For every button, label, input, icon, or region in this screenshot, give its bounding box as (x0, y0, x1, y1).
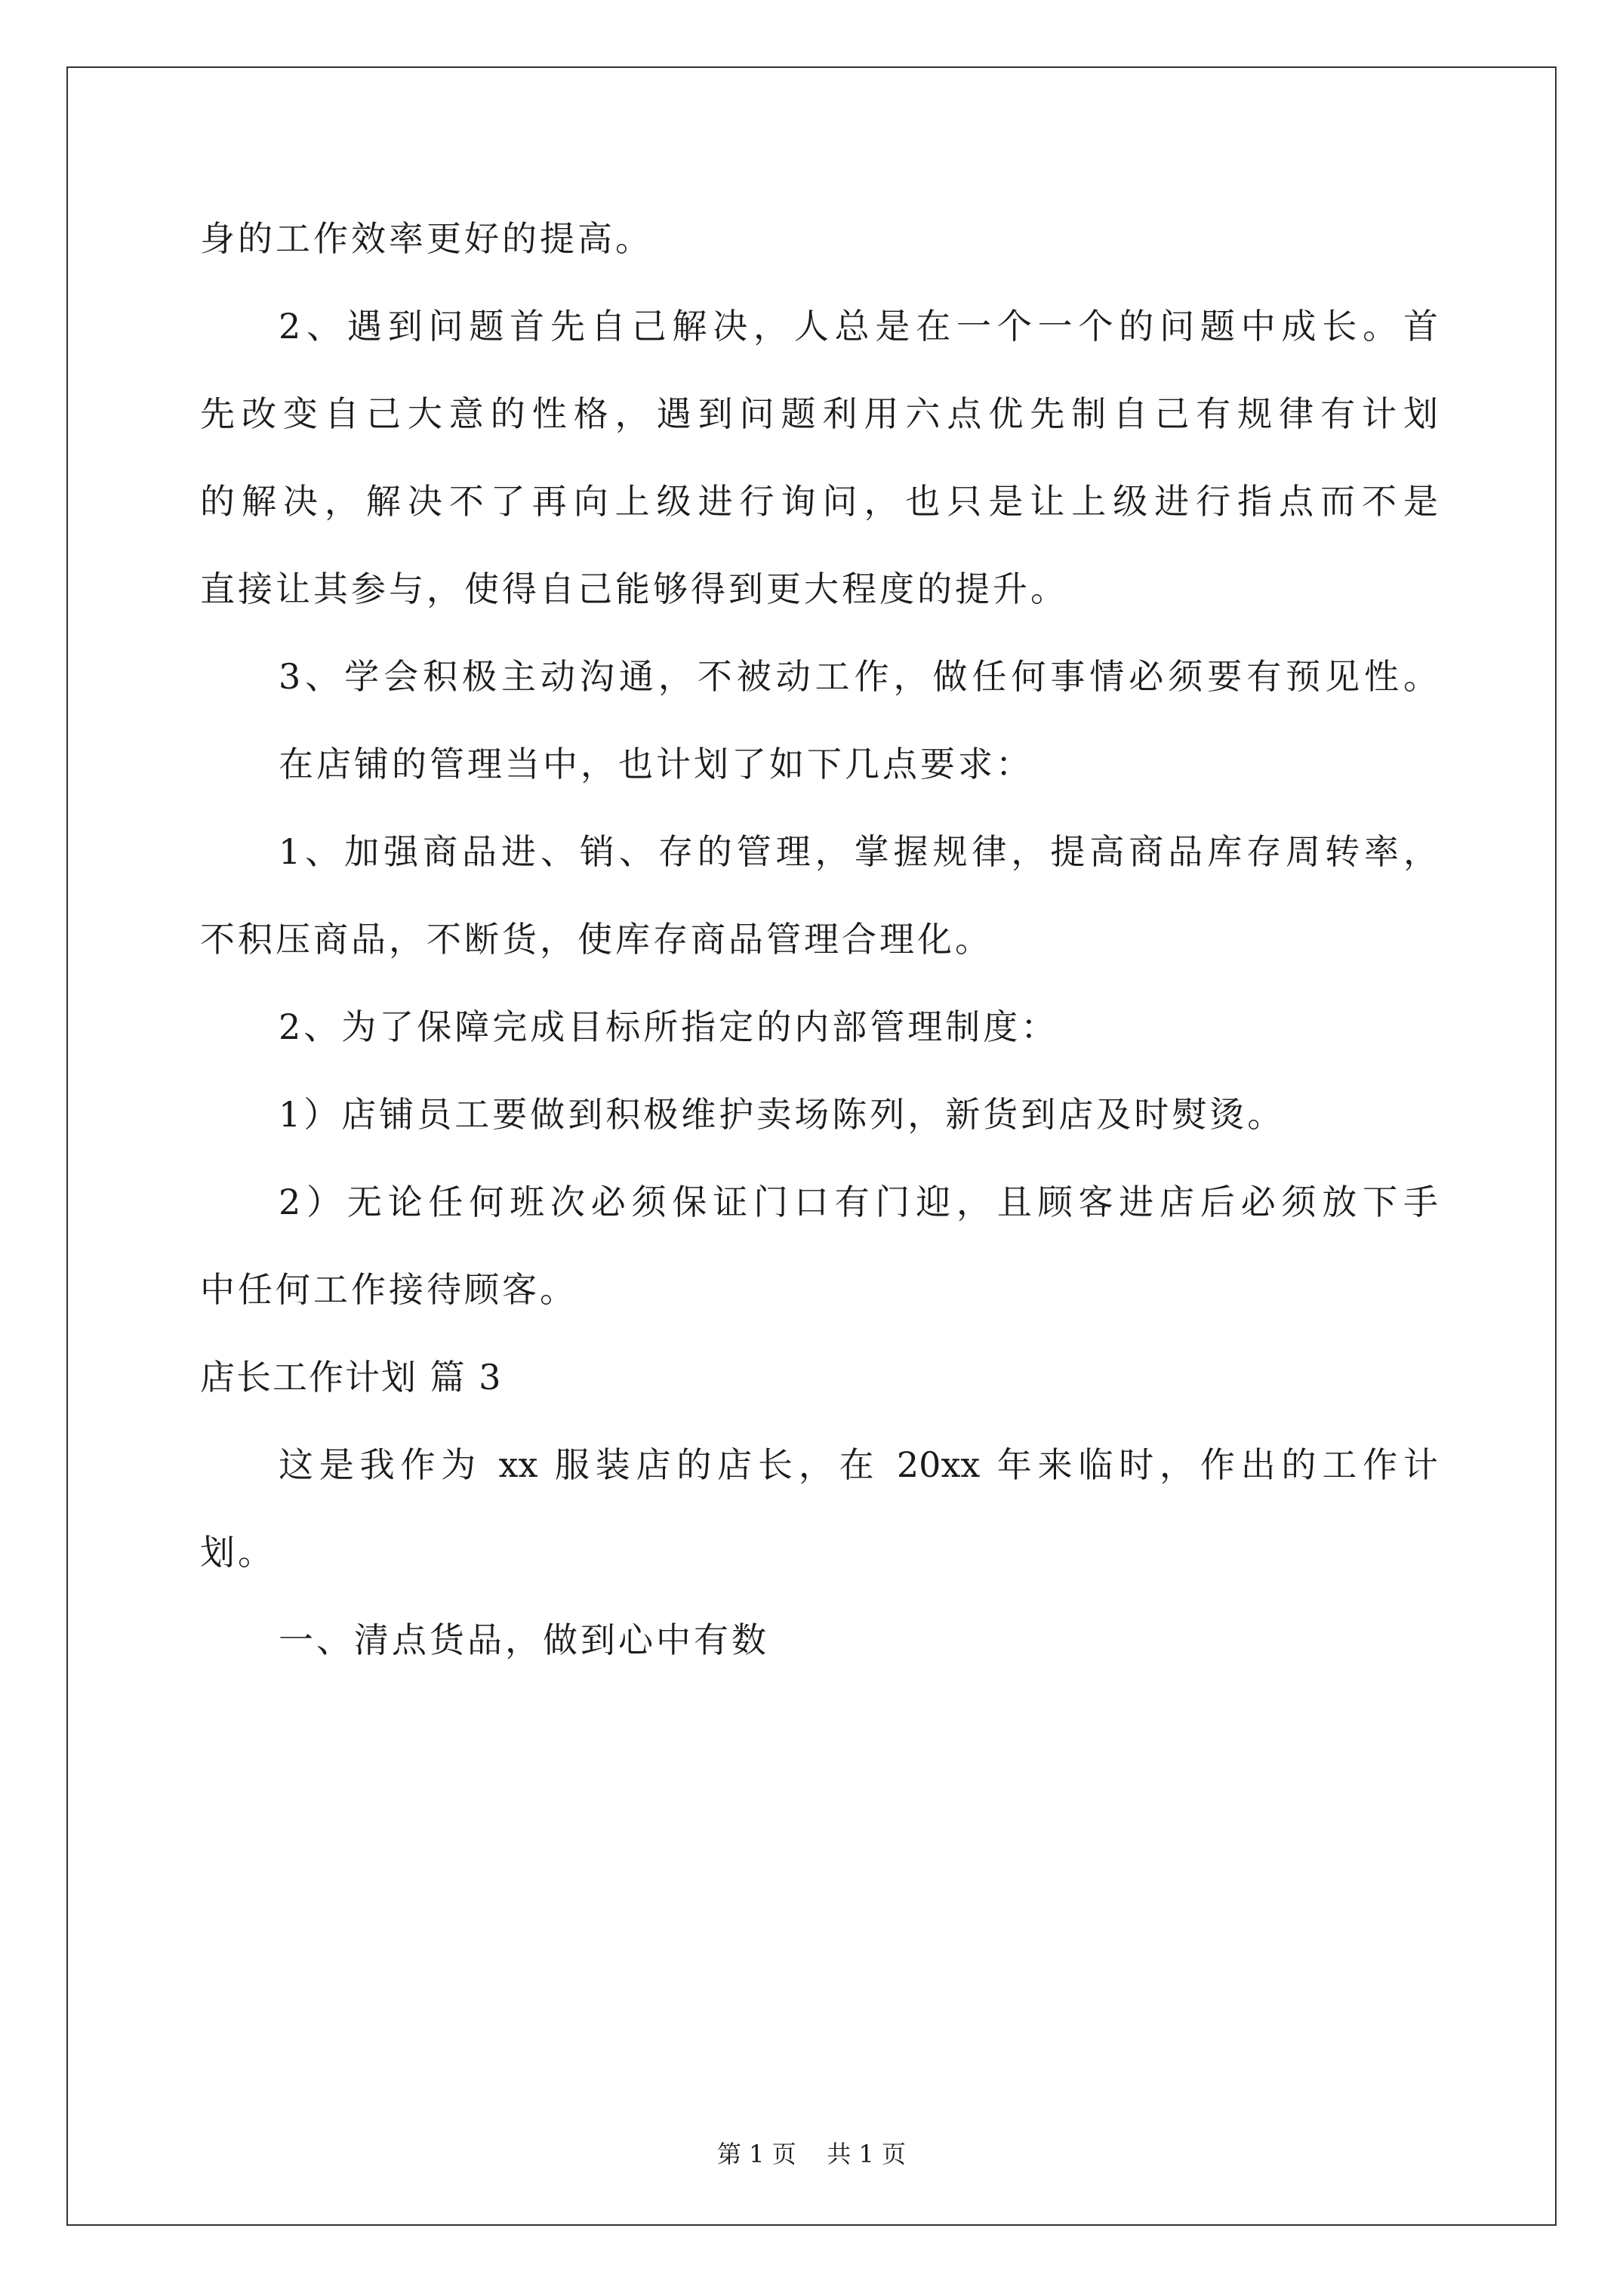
text-line: 2）无论任何班次必须保证门口有门迎，且顾客进店后必须放下手 (279, 1182, 1438, 1222)
text-line: 先改变自己大意的性格，遇到问题利用六点优先制自己有规律有计划 (200, 393, 1438, 434)
text-line: 划。 (200, 1532, 276, 1573)
text-line: 3、学会积极主动沟通，不被动工作，做任何事情必须要有预见性。 (279, 656, 1438, 697)
document-body (200, 195, 1438, 1684)
text-line: 身的工作效率更好的提高。 (200, 218, 653, 259)
text-line: 2、为了保障完成目标所指定的内部管理制度： (279, 1006, 1059, 1047)
text-line: 一、清点货品，做到心中有数 (279, 1620, 769, 1660)
text-line: 在店铺的管理当中，也计划了如下几点要求： (279, 744, 1033, 784)
text-line: 不积压商品，不断货，使库存商品管理合理化。 (200, 919, 993, 960)
text-line: 中任何工作接待顾客。 (200, 1269, 577, 1310)
text-line: 这是我作为 xx 服装店的店长，在 20xx 年来临时，作出的工作计 (279, 1444, 1438, 1485)
text-line: 1）店铺员工要做到积极维护卖场陈列，新货到店及时熨烫。 (279, 1094, 1286, 1135)
text-line: 的解决，解决不了再向上级进行询问，也只是让上级进行指点而不是 (200, 481, 1438, 522)
section-heading: 店长工作计划 篇 3 (200, 1357, 503, 1398)
text-line: 直接让其参与，使得自己能够得到更大程度的提升。 (200, 569, 1068, 609)
text-line: 2、遇到问题首先自己解决，人总是在一个一个的问题中成长。首 (279, 306, 1438, 347)
text-line: 1、加强商品进、销、存的管理，掌握规律，提高商品库存周转率， (279, 831, 1438, 872)
page-footer: 第 1 页 共 1 页 (716, 2140, 907, 2168)
